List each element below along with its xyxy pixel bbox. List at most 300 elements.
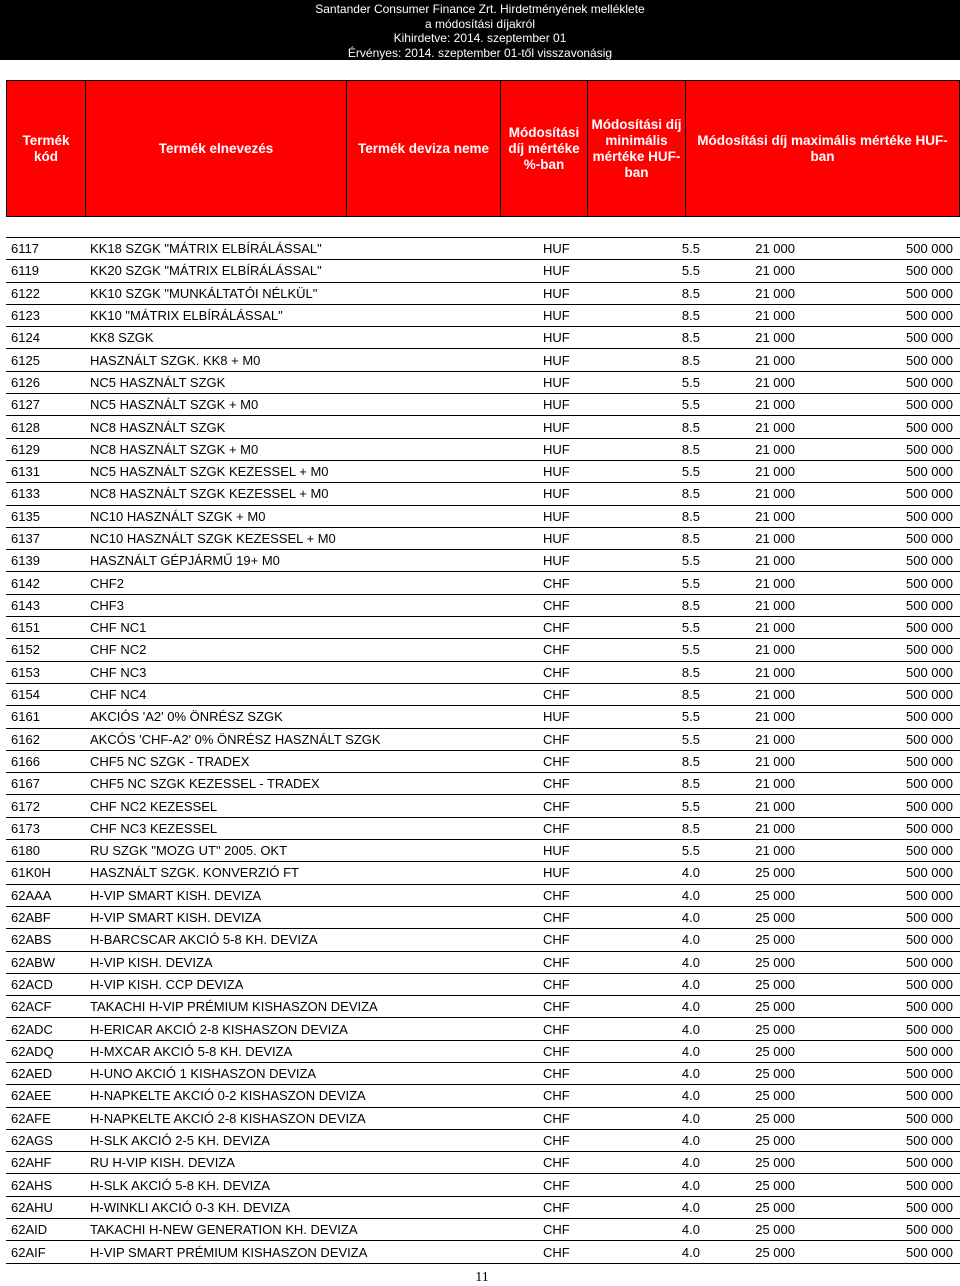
fee-min-cell: 21 000 (755, 664, 795, 680)
table-row (6, 1018, 960, 1040)
currency-cell: CHF (543, 1066, 570, 1082)
product-name-cell: CHF NC3 (90, 664, 147, 680)
fee-percent-cell: 8.5 (681, 508, 700, 524)
table-row (6, 372, 960, 394)
table-row (6, 327, 960, 349)
product-code-cell: 6172 (11, 798, 40, 814)
fee-max-cell: 500 000 (906, 1021, 953, 1037)
fee-min-cell: 25 000 (755, 865, 795, 881)
product-code-cell: 6139 (11, 553, 40, 569)
currency-cell: HUF (543, 843, 570, 859)
fee-min-cell: 25 000 (755, 887, 795, 903)
table-row (6, 506, 960, 528)
fee-min-cell: 21 000 (755, 620, 795, 636)
table-row (6, 572, 960, 594)
fee-max-cell: 500 000 (906, 1222, 953, 1238)
fee-min-cell: 21 000 (755, 553, 795, 569)
header-fee-percent: Módosítási díj mértéke %-ban (501, 81, 588, 216)
product-code-cell: 62AGS (11, 1133, 53, 1149)
product-name-cell: RU SZGK "MOZG UT" 2005. OKT (90, 843, 288, 859)
product-name-cell: H-WINKLI AKCIÓ 0-3 KH. DEVIZA (90, 1199, 291, 1215)
fee-min-cell: 21 000 (755, 441, 795, 457)
fee-max-cell: 500 000 (906, 687, 953, 703)
fee-percent-cell: 4.0 (681, 999, 700, 1015)
product-name-cell: TAKACHI H-VIP PRÉMIUM KISHASZON DEVIZA (90, 999, 378, 1015)
fee-min-cell: 21 000 (755, 308, 795, 324)
product-code-cell: 62ADC (11, 1021, 53, 1037)
fee-percent-cell: 8.5 (681, 308, 700, 324)
product-name-cell: CHF NC3 KEZESSEL (90, 820, 218, 836)
table-row (6, 1085, 960, 1107)
table-row (6, 439, 960, 461)
banner-line-subtitle: a módosítási díjakról (424, 16, 536, 31)
table-row (6, 1219, 960, 1241)
fee-max-cell: 500 000 (906, 1043, 953, 1059)
currency-cell: CHF (543, 820, 570, 836)
fee-percent-cell: 8.5 (681, 753, 700, 769)
fee-max-cell: 500 000 (906, 709, 953, 725)
fee-min-cell: 21 000 (755, 352, 795, 368)
fee-min-cell: 21 000 (755, 508, 795, 524)
fee-max-cell: 500 000 (906, 486, 953, 502)
fee-percent-cell: 5.5 (681, 731, 700, 747)
header-product-name: Termék elnevezés (86, 81, 347, 216)
fee-max-cell: 500 000 (906, 753, 953, 769)
product-code-cell: 62ABW (11, 954, 56, 970)
table-row (6, 795, 960, 817)
product-code-cell: 6180 (11, 843, 40, 859)
product-code-cell: 62AIF (11, 1244, 46, 1260)
product-code-cell: 62AFE (11, 1110, 51, 1126)
product-name-cell: NC8 HASZNÁLT SZGK KEZESSEL + M0 (90, 486, 329, 502)
fee-max-cell: 500 000 (906, 1088, 953, 1104)
fee-min-cell: 25 000 (755, 954, 795, 970)
fee-max-cell: 500 000 (906, 419, 953, 435)
table-row (6, 1041, 960, 1063)
currency-cell: CHF (543, 1133, 570, 1149)
product-name-cell: CHF NC2 KEZESSEL (90, 798, 218, 814)
fee-min-cell: 21 000 (755, 753, 795, 769)
fee-min-cell: 21 000 (755, 731, 795, 747)
product-code-cell: 62ACD (11, 976, 53, 992)
currency-cell: CHF (543, 642, 570, 658)
product-name-cell: TAKACHI H-NEW GENERATION KH. DEVIZA (90, 1222, 358, 1238)
fee-percent-cell: 8.5 (681, 597, 700, 613)
fee-percent-cell: 4.0 (681, 1177, 700, 1193)
fee-min-cell: 25 000 (755, 1244, 795, 1260)
fee-min-cell: 21 000 (755, 798, 795, 814)
table-header (6, 80, 960, 217)
fee-min-cell: 21 000 (755, 531, 795, 546)
fee-percent-cell: 8.5 (681, 531, 700, 546)
currency-cell: CHF (543, 575, 570, 591)
product-name-cell: CHF3 (90, 597, 124, 613)
fee-percent-cell: 4.0 (681, 887, 700, 903)
fee-max-cell: 500 000 (906, 553, 953, 569)
table-row (6, 907, 960, 929)
product-name-cell: NC10 HASZNÁLT SZGK + M0 (90, 508, 266, 524)
product-code-cell: 6126 (11, 374, 40, 390)
fee-max-cell: 500 000 (906, 910, 953, 926)
table-row (6, 818, 960, 840)
product-name-cell: AKCÓS 'CHF-A2' 0% ÖNRÉSZ HASZNÁLT SZGK (90, 731, 381, 747)
fee-max-cell: 500 000 (906, 531, 953, 546)
fee-max-cell: 500 000 (906, 241, 953, 257)
currency-cell: CHF (543, 1088, 570, 1104)
fee-percent-cell: 4.0 (681, 910, 700, 926)
currency-cell: HUF (543, 397, 570, 413)
table-row (6, 706, 960, 728)
table-row (6, 862, 960, 884)
fee-max-cell: 500 000 (906, 731, 953, 747)
table-row (6, 1174, 960, 1196)
fee-min-cell: 21 000 (755, 709, 795, 725)
table-row (6, 461, 960, 483)
product-name-cell: H-NAPKELTE AKCIÓ 0-2 KISHASZON DEVIZA (90, 1088, 366, 1104)
table-row (6, 260, 960, 282)
fee-percent-cell: 8.5 (681, 285, 700, 301)
currency-cell: HUF (543, 285, 570, 301)
fee-min-cell: 21 000 (755, 397, 795, 413)
table-row (6, 751, 960, 773)
product-name-cell: AKCIÓS 'A2' 0% ÖNRÉSZ SZGK (90, 709, 283, 725)
product-name-cell: KK10 SZGK "MUNKÁLTATÓI NÉLKÜL" (90, 285, 318, 301)
product-name-cell: RU H-VIP KISH. DEVIZA (90, 1155, 235, 1171)
product-code-cell: 6152 (11, 642, 40, 658)
product-code-cell: 62AEE (11, 1088, 52, 1104)
fee-min-cell: 25 000 (755, 1088, 795, 1104)
currency-cell: CHF (543, 731, 570, 747)
currency-cell: HUF (543, 308, 570, 324)
fee-max-cell: 500 000 (906, 887, 953, 903)
fee-max-cell: 500 000 (906, 932, 953, 948)
table-row (6, 729, 960, 751)
table-row (6, 595, 960, 617)
currency-cell: HUF (543, 553, 570, 569)
currency-cell: CHF (543, 999, 570, 1015)
product-name-cell: H-UNO AKCIÓ 1 KISHASZON DEVIZA (90, 1066, 317, 1082)
currency-cell: CHF (543, 620, 570, 636)
fee-max-cell: 500 000 (906, 999, 953, 1015)
currency-cell: HUF (543, 374, 570, 390)
currency-cell: HUF (543, 241, 570, 257)
fee-min-cell: 21 000 (755, 374, 795, 390)
product-code-cell: 62AAA (11, 887, 52, 903)
table-row (6, 1197, 960, 1219)
fee-min-cell: 21 000 (755, 285, 795, 301)
currency-cell: CHF (543, 1222, 570, 1238)
currency-cell: HUF (543, 352, 570, 368)
table-row (6, 773, 960, 795)
currency-cell: HUF (543, 330, 570, 346)
product-name-cell: KK10 "MÁTRIX ELBÍRÁLÁSSAL" (90, 308, 283, 324)
fee-percent-cell: 4.0 (681, 1043, 700, 1059)
currency-cell: CHF (543, 687, 570, 703)
product-name-cell: HASZNÁLT SZGK. KK8 + M0 (90, 352, 261, 368)
fee-min-cell: 21 000 (755, 241, 795, 257)
fee-percent-cell: 8.5 (681, 820, 700, 836)
fee-min-cell: 21 000 (755, 843, 795, 859)
table-row (6, 952, 960, 974)
product-name-cell: H-VIP KISH. DEVIZA (90, 954, 213, 970)
fee-min-cell: 21 000 (755, 263, 795, 279)
product-name-cell: H-SLK AKCIÓ 5-8 KH. DEVIZA (90, 1177, 270, 1193)
fee-percent-cell: 5.5 (681, 397, 700, 413)
fee-min-cell: 25 000 (755, 910, 795, 926)
page-number: 11 (475, 1270, 489, 1285)
fee-percent-cell: 8.5 (681, 330, 700, 346)
banner-line-announced: Kihirdetve: 2014. szeptember 01 (393, 31, 567, 45)
fee-percent-cell: 5.5 (681, 642, 700, 658)
currency-cell: CHF (543, 1110, 570, 1126)
fee-min-cell: 25 000 (755, 1133, 795, 1149)
product-code-cell: 6117 (11, 241, 39, 257)
fee-max-cell: 500 000 (906, 597, 953, 613)
fee-min-cell: 25 000 (755, 932, 795, 948)
product-name-cell: NC5 HASZNÁLT SZGK + M0 (90, 397, 259, 413)
product-name-cell: KK8 SZGK (90, 330, 154, 346)
product-code-cell: 6161 (11, 709, 40, 725)
fee-percent-cell: 8.5 (681, 687, 700, 703)
currency-cell: CHF (543, 976, 570, 992)
header-product-code: Termék kód (7, 81, 86, 216)
product-name-cell: H-VIP SMART KISH. DEVIZA (90, 910, 262, 926)
fee-max-cell: 500 000 (906, 508, 953, 524)
product-code-cell: 6129 (11, 441, 40, 457)
table-row (6, 974, 960, 996)
fee-max-cell: 500 000 (906, 664, 953, 680)
product-code-cell: 6133 (11, 486, 40, 502)
table-row (6, 1108, 960, 1130)
fee-percent-cell: 4.0 (681, 1021, 700, 1037)
product-code-cell: 6127 (11, 397, 40, 413)
product-code-cell: 62AHF (11, 1155, 52, 1171)
fee-max-cell: 500 000 (906, 1066, 953, 1082)
fee-min-cell: 25 000 (755, 1043, 795, 1059)
product-name-cell: CHF NC2 (90, 642, 147, 658)
product-code-cell: 6122 (11, 285, 40, 301)
fee-max-cell: 500 000 (906, 620, 953, 636)
product-name-cell: KK18 SZGK "MÁTRIX ELBÍRÁLÁSSAL" (90, 241, 322, 257)
currency-cell: CHF (543, 776, 570, 792)
fee-min-cell: 21 000 (755, 486, 795, 502)
currency-cell: CHF (543, 1043, 570, 1059)
currency-cell: HUF (543, 508, 570, 524)
product-name-cell: CHF NC4 (90, 687, 147, 703)
fee-max-cell: 500 000 (906, 308, 953, 324)
fee-percent-cell: 4.0 (681, 932, 700, 948)
fee-max-cell: 500 000 (906, 1177, 953, 1193)
currency-cell: CHF (543, 1177, 570, 1193)
product-code-cell: 62ADQ (11, 1043, 54, 1059)
fee-max-cell: 500 000 (906, 441, 953, 457)
currency-cell: CHF (543, 1155, 570, 1171)
product-code-cell: 6166 (11, 753, 40, 769)
header-fee-max: Módosítási díj maximális mértéke HUF-ban (697, 132, 948, 164)
fee-percent-cell: 8.5 (681, 441, 700, 457)
product-code-cell: 62AED (11, 1066, 53, 1082)
fee-percent-cell: 5.5 (681, 798, 700, 814)
fee-percent-cell: 4.0 (681, 1133, 700, 1149)
table-row (6, 305, 960, 327)
fee-percent-cell: 4.0 (681, 1244, 700, 1260)
product-name-cell: NC10 HASZNÁLT SZGK KEZESSEL + M0 (90, 531, 336, 546)
fee-percent-cell: 5.5 (681, 575, 700, 591)
product-name-cell: CHF5 NC SZGK KEZESSEL - TRADEX (90, 776, 320, 792)
fee-percent-cell: 8.5 (681, 776, 700, 792)
fee-min-cell: 25 000 (755, 1110, 795, 1126)
fee-max-cell: 500 000 (906, 352, 953, 368)
fee-percent-cell: 8.5 (681, 419, 700, 435)
fee-max-cell: 500 000 (906, 374, 953, 390)
product-name-cell: CHF2 (90, 575, 124, 591)
fee-percent-cell: 4.0 (681, 954, 700, 970)
banner-line-valid: Érvényes: 2014. szeptember 01-től visszavonásig (347, 45, 613, 60)
fee-percent-cell: 5.5 (681, 241, 700, 257)
fee-percent-cell: 5.5 (681, 263, 700, 279)
fee-min-cell: 21 000 (755, 419, 795, 435)
fee-percent-cell: 8.5 (681, 486, 700, 502)
fee-max-cell: 500 000 (906, 464, 953, 480)
product-code-cell: 62AHS (11, 1177, 53, 1193)
currency-cell: HUF (543, 486, 570, 502)
currency-cell: CHF (543, 597, 570, 613)
fee-min-cell: 25 000 (755, 1021, 795, 1037)
table-row (6, 528, 960, 550)
table-row (6, 840, 960, 862)
table-row (6, 996, 960, 1018)
product-name-cell: H-VIP SMART KISH. DEVIZA (90, 887, 262, 903)
fee-min-cell: 25 000 (755, 1199, 795, 1215)
product-name-cell: HASZNÁLT SZGK. KONVERZIÓ FT (90, 865, 299, 881)
table-row (6, 639, 960, 661)
product-name-cell: H-NAPKELTE AKCIÓ 2-8 KISHASZON DEVIZA (90, 1110, 366, 1126)
product-code-cell: 6167 (11, 776, 40, 792)
fee-min-cell: 21 000 (755, 575, 795, 591)
fee-percent-cell: 4.0 (681, 1088, 700, 1104)
currency-cell: HUF (543, 464, 570, 480)
fee-max-cell: 500 000 (906, 865, 953, 881)
currency-cell: HUF (543, 865, 570, 881)
product-name-cell: NC5 HASZNÁLT SZGK (90, 374, 226, 390)
product-name-cell: H-VIP KISH. CCP DEVIZA (90, 976, 244, 992)
product-name-cell: H-ERICAR AKCIÓ 2-8 KISHASZON DEVIZA (90, 1021, 348, 1037)
fee-max-cell: 500 000 (906, 954, 953, 970)
fee-max-cell: 500 000 (906, 1133, 953, 1149)
currency-cell: CHF (543, 932, 570, 948)
table-row (6, 929, 960, 951)
table-row (6, 416, 960, 438)
fee-min-cell: 21 000 (755, 464, 795, 480)
product-code-cell: 6162 (11, 731, 40, 747)
fee-percent-cell: 4.0 (681, 976, 700, 992)
fee-percent-cell: 4.0 (681, 1199, 700, 1215)
product-code-cell: 62AHU (11, 1199, 53, 1215)
banner-line-title: Santander Consumer Finance Zrt. Hirdetményének melléklete (315, 2, 645, 16)
fee-min-cell: 25 000 (755, 999, 795, 1015)
product-code-cell: 6124 (11, 330, 40, 346)
currency-cell: HUF (543, 709, 570, 725)
fee-max-cell: 500 000 (906, 330, 953, 346)
fee-max-cell: 500 000 (906, 1244, 953, 1260)
product-code-cell: 62ABS (11, 932, 52, 948)
fee-max-cell: 500 000 (906, 263, 953, 279)
fee-min-cell: 25 000 (755, 1222, 795, 1238)
product-code-cell: 6123 (11, 308, 40, 324)
fee-max-cell: 500 000 (906, 843, 953, 859)
fee-percent-cell: 4.0 (681, 1222, 700, 1238)
product-code-cell: 62ACF (11, 999, 52, 1015)
fee-percent-cell: 5.5 (681, 464, 700, 480)
currency-cell: CHF (543, 1021, 570, 1037)
fee-min-cell: 25 000 (755, 1066, 795, 1082)
product-code-cell: 6143 (11, 597, 40, 613)
fee-percent-cell: 5.5 (681, 709, 700, 725)
fee-percent-cell: 4.0 (681, 1110, 700, 1126)
fee-max-cell: 500 000 (906, 642, 953, 658)
currency-cell: CHF (543, 664, 570, 680)
table-row (6, 394, 960, 416)
fee-max-cell: 500 000 (906, 798, 953, 814)
product-code-cell: 6173 (11, 820, 40, 836)
fee-max-cell: 500 000 (906, 575, 953, 591)
product-name-cell: H-MXCAR AKCIÓ 5-8 KH. DEVIZA (90, 1043, 293, 1059)
table-row (6, 662, 960, 684)
table-row (6, 1130, 960, 1152)
product-code-cell: 6119 (11, 263, 39, 279)
currency-cell: CHF (543, 954, 570, 970)
fee-min-cell: 21 000 (755, 597, 795, 613)
fee-percent-cell: 8.5 (681, 352, 700, 368)
product-code-cell: 62AID (11, 1222, 48, 1238)
currency-cell: HUF (543, 419, 570, 435)
product-code-cell: 6137 (11, 531, 40, 546)
fee-percent-cell: 4.0 (681, 1066, 700, 1082)
fee-percent-cell: 5.5 (681, 374, 700, 390)
product-code-cell: 6128 (11, 419, 40, 435)
fee-table (6, 237, 960, 1264)
fee-min-cell: 21 000 (755, 820, 795, 836)
product-name-cell: CHF NC1 (90, 620, 147, 636)
product-name-cell: H-VIP SMART PRÉMIUM KISHASZON DEVIZA (90, 1244, 368, 1260)
fee-min-cell: 21 000 (755, 330, 795, 346)
fee-min-cell: 21 000 (755, 642, 795, 658)
table-row (6, 349, 960, 371)
fee-percent-cell: 5.5 (681, 843, 700, 859)
product-name-cell: KK20 SZGK "MÁTRIX ELBÍRÁLÁSSAL" (90, 263, 322, 279)
fee-max-cell: 500 000 (906, 976, 953, 992)
fee-max-cell: 500 000 (906, 1199, 953, 1215)
fee-min-cell: 25 000 (755, 1177, 795, 1193)
fee-percent-cell: 5.5 (681, 553, 700, 569)
table-row (6, 283, 960, 305)
currency-cell: HUF (543, 263, 570, 279)
fee-min-cell: 25 000 (755, 976, 795, 992)
product-code-cell: 61K0H (11, 865, 51, 881)
fee-max-cell: 500 000 (906, 776, 953, 792)
product-name-cell: NC5 HASZNÁLT SZGK KEZESSEL + M0 (90, 464, 329, 480)
fee-max-cell: 500 000 (906, 397, 953, 413)
currency-cell: CHF (543, 910, 570, 926)
header-currency: Termék deviza neme (347, 81, 501, 216)
product-code-cell: 6135 (11, 508, 40, 524)
product-code-cell: 6125 (11, 352, 40, 368)
currency-cell: HUF (543, 441, 570, 457)
product-code-cell: 6151 (11, 620, 40, 636)
fee-percent-cell: 5.5 (681, 620, 700, 636)
table-row (6, 550, 960, 572)
fee-percent-cell: 4.0 (681, 865, 700, 881)
